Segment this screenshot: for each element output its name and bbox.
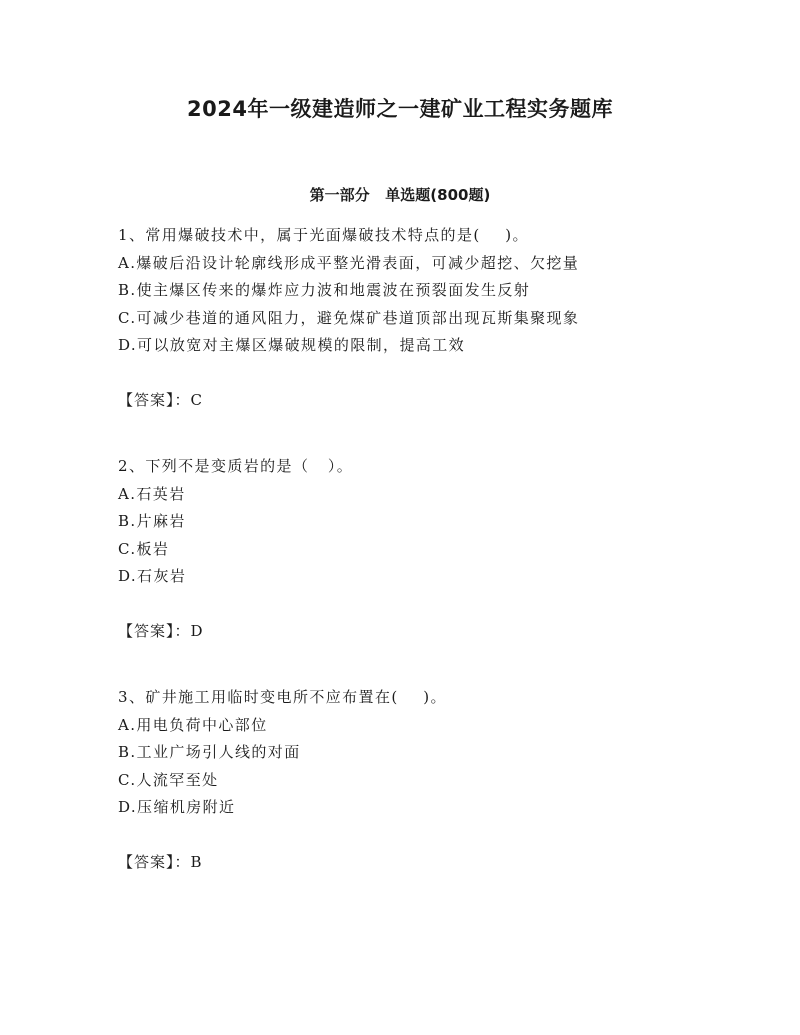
option-a: A.用电负荷中心部位 <box>118 715 268 734</box>
question-3 <box>118 684 718 822</box>
question-stem: 3、矿井施工用临时变电所不应布置在( )。 <box>118 688 447 706</box>
option-c: C.人流罕至处 <box>118 770 219 789</box>
question-1 <box>118 222 718 360</box>
option-b: B.使主爆区传来的爆炸应力波和地震波在预裂面发生反射 <box>118 281 531 299</box>
question-2 <box>118 453 718 591</box>
option-a: A.石英岩 <box>118 484 186 503</box>
question-stem: 1、常用爆破技术中，属于光面爆破技术特点的是( )。 <box>118 226 529 244</box>
answer-3: 【答案】：B <box>118 853 203 871</box>
option-d: D.压缩机房附近 <box>118 798 236 816</box>
section-title: 第一部分 单选题(800题) <box>309 186 491 204</box>
option-d: D.石灰岩 <box>118 567 187 585</box>
option-b: B.片麻岩 <box>118 512 186 530</box>
option-a: A.爆破后沿设计轮廓线形成平整光滑表面，可减少超挖、欠挖量 <box>118 253 580 272</box>
answer-1: 【答案】：C <box>118 391 203 409</box>
question-stem: 2、下列不是变质岩的是（ ）。 <box>118 457 354 475</box>
answer-2: 【答案】：D <box>118 622 204 640</box>
option-b: B.工业广场引人线的对面 <box>118 743 301 761</box>
option-c: C.可减少巷道的通风阻力，避免煤矿巷道顶部出现瓦斯集聚现象 <box>118 308 580 327</box>
document-title: 2024年一级建造师之一建矿业工程实务题库 <box>187 97 613 121</box>
option-d: D.可以放宽对主爆区爆破规模的限制，提高工效 <box>118 336 466 354</box>
option-c: C.板岩 <box>118 539 170 558</box>
